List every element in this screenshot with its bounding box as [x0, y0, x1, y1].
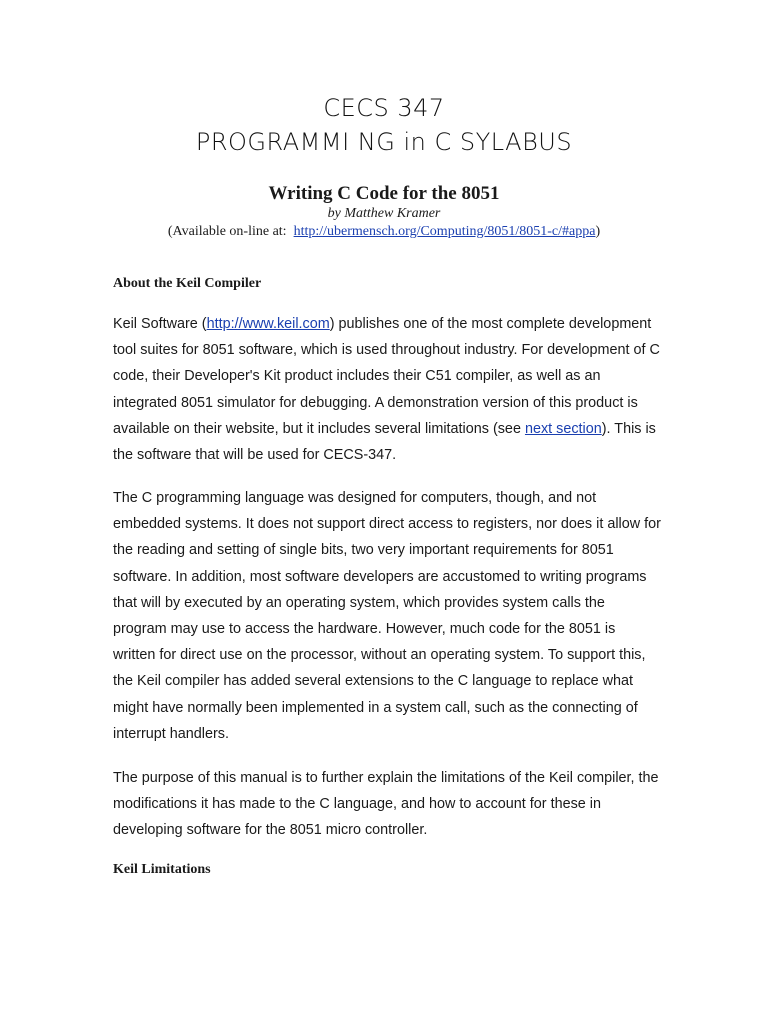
paragraph-c-language: The C programming language was designed for computers, though, and not embedded systems. It does not support direct access to registers, nor does it allow for the reading and setting of single bits, two very important requirements for 8051 software. In addition, most software developers are accustomed to writing programs that will by executed by an operating system, which provides system calls the program may use to access the hardware. However, much code for the 8051 is written for direct use on the processor, without an operating system. To support this, the Keil compiler has added several extensions to the C language to replace what might have normally been implemented in a system call, such as the connecting of interrupt handlers.	[113, 490, 661, 742]
course-title: PROGRAMMI NG in C SYLABUS	[195, 128, 573, 156]
course-code: CECS 347	[323, 94, 445, 122]
paragraph-text: Keil Software (	[113, 316, 207, 332]
paragraph-text: ). This is the software that will be used for CECS-347.	[113, 420, 656, 464]
document-subtitle: Writing C Code for the 8051	[268, 183, 500, 204]
paragraph-manual-purpose: The purpose of this manual is to further explain the limitations of the Keil compiler, the modifications it has made to the C language, and how to account for these in developing software for the 8051 micro controller.	[113, 770, 659, 839]
paragraph-text: ) publishes one of the most complete development tool suites for 8051 software, which is used throughout industry. For development of C code, their Developer's Kit product includes their C51 compiler, as well as an integrated 8051 simulator for debugging. A demonstration version of this product is available on their website, but it includes several limitations (see	[113, 316, 660, 437]
availability-suffix: )	[595, 224, 601, 239]
paragraph-keil-software	[113, 311, 661, 468]
next-section-link[interactable]: next section	[524, 420, 602, 437]
availability-prefix: (Available on-line at:	[167, 224, 287, 239]
keil-website-link[interactable]: http://www.keil.com	[206, 316, 330, 332]
availability-line	[0, 224, 768, 240]
author-line: by Matthew Kramer	[327, 206, 441, 221]
section-heading-about-keil: About the Keil Compiler	[113, 276, 262, 291]
section-heading-keil-limitations: Keil Limitations	[113, 862, 211, 877]
availability-link[interactable]: http://ubermensch.org/Computing/8051/8051-c/#appa	[293, 224, 596, 239]
